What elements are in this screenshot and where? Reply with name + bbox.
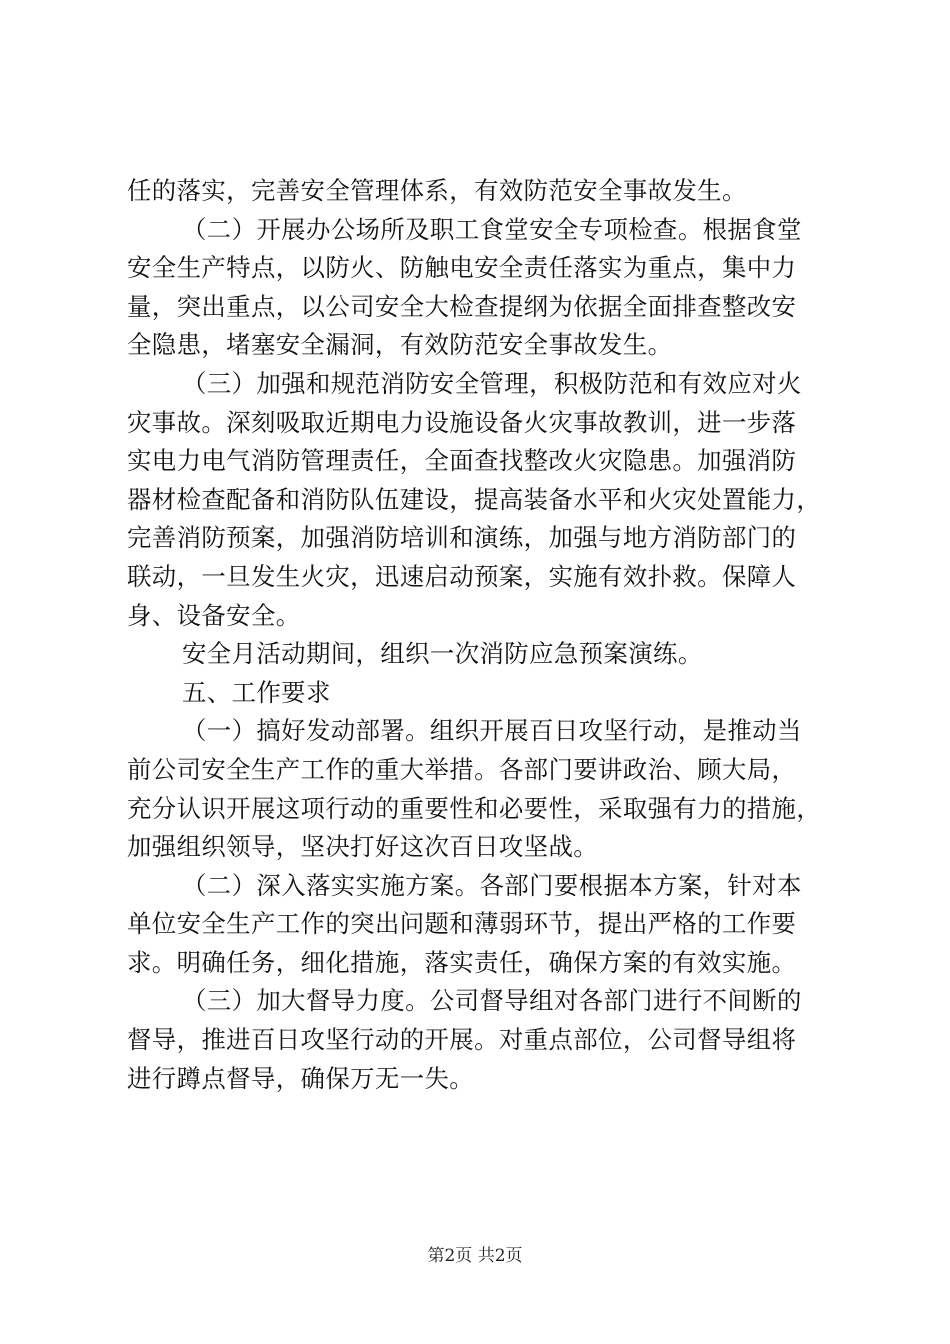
paragraph-start-line: （一）搞好发动部署。组织开展百日攻坚行动，是推动当: [182, 716, 802, 746]
text-line: 实电力电气消防管理责任，全面查找整改火灾隐患。加强消防: [127, 446, 797, 476]
text-line: 督导，推进百日攻坚行动的开展。对重点部位，公司督导组将: [127, 1025, 797, 1055]
text-line: 进行蹲点督导，确保万无一失。: [127, 1063, 475, 1093]
paragraph-start-line: （三）加强和规范消防安全管理，积极防范和有效应对火: [182, 368, 802, 398]
text-line: 前公司安全生产工作的重大举措。各部门要讲政治、顾大局，: [127, 754, 797, 784]
text-line: 安全生产特点，以防火、防触电安全责任落实为重点，集中力: [127, 253, 797, 283]
text-line: 联动，一旦发生火灾，迅速启动预案，实施有效扑救。保障人: [127, 561, 797, 591]
text-line: 身、设备安全。: [127, 600, 301, 630]
page-number-footer: 第2页 共2页: [427, 1246, 523, 1266]
section-heading: 五、工作要求: [182, 677, 331, 707]
text-line: 任的落实，完善安全管理体系，有效防范安全事故发生。: [127, 176, 747, 205]
paragraph-start-line: （二）深入落实实施方案。各部门要根据本方案，针对本: [182, 870, 802, 900]
paragraph-start-line: 安全月活动期间，组织一次消防应急预案演练。: [182, 639, 703, 669]
text-line: 器材检查配备和消防队伍建设，提高装备水平和火灾处置能力，: [127, 484, 822, 514]
text-line: 加强组织领导，坚决打好这次百日攻坚战。: [127, 832, 599, 862]
text-line: 充分认识开展这项行动的重要性和必要性，采取强有力的措施，: [127, 793, 822, 823]
document-body: [127, 172, 837, 1098]
paragraph-start-line: （二）开展办公场所及职工食堂安全专项检查。根据食堂: [182, 214, 802, 244]
text-line: 单位安全生产工作的突出问题和薄弱环节，提出严格的工作要: [127, 909, 797, 939]
text-line: 灾事故。深刻吸取近期电力设施设备火灾事故教训，进一步落: [127, 407, 797, 437]
text-line: 量，突出重点，以公司安全大检查提纲为依据全面排查整改安: [127, 291, 797, 321]
text-line: 全隐患，堵塞安全漏洞，有效防范安全事故发生。: [127, 330, 673, 360]
text-line: 求。明确任务，细化措施，落实责任，确保方案的有效实施。: [127, 947, 797, 977]
text-line: 完善消防预案，加强消防培训和演练，加强与地方消防部门的: [127, 523, 797, 553]
paragraph-start-line: （三）加大督导力度。公司督导组对各部门进行不间断的: [182, 986, 802, 1016]
